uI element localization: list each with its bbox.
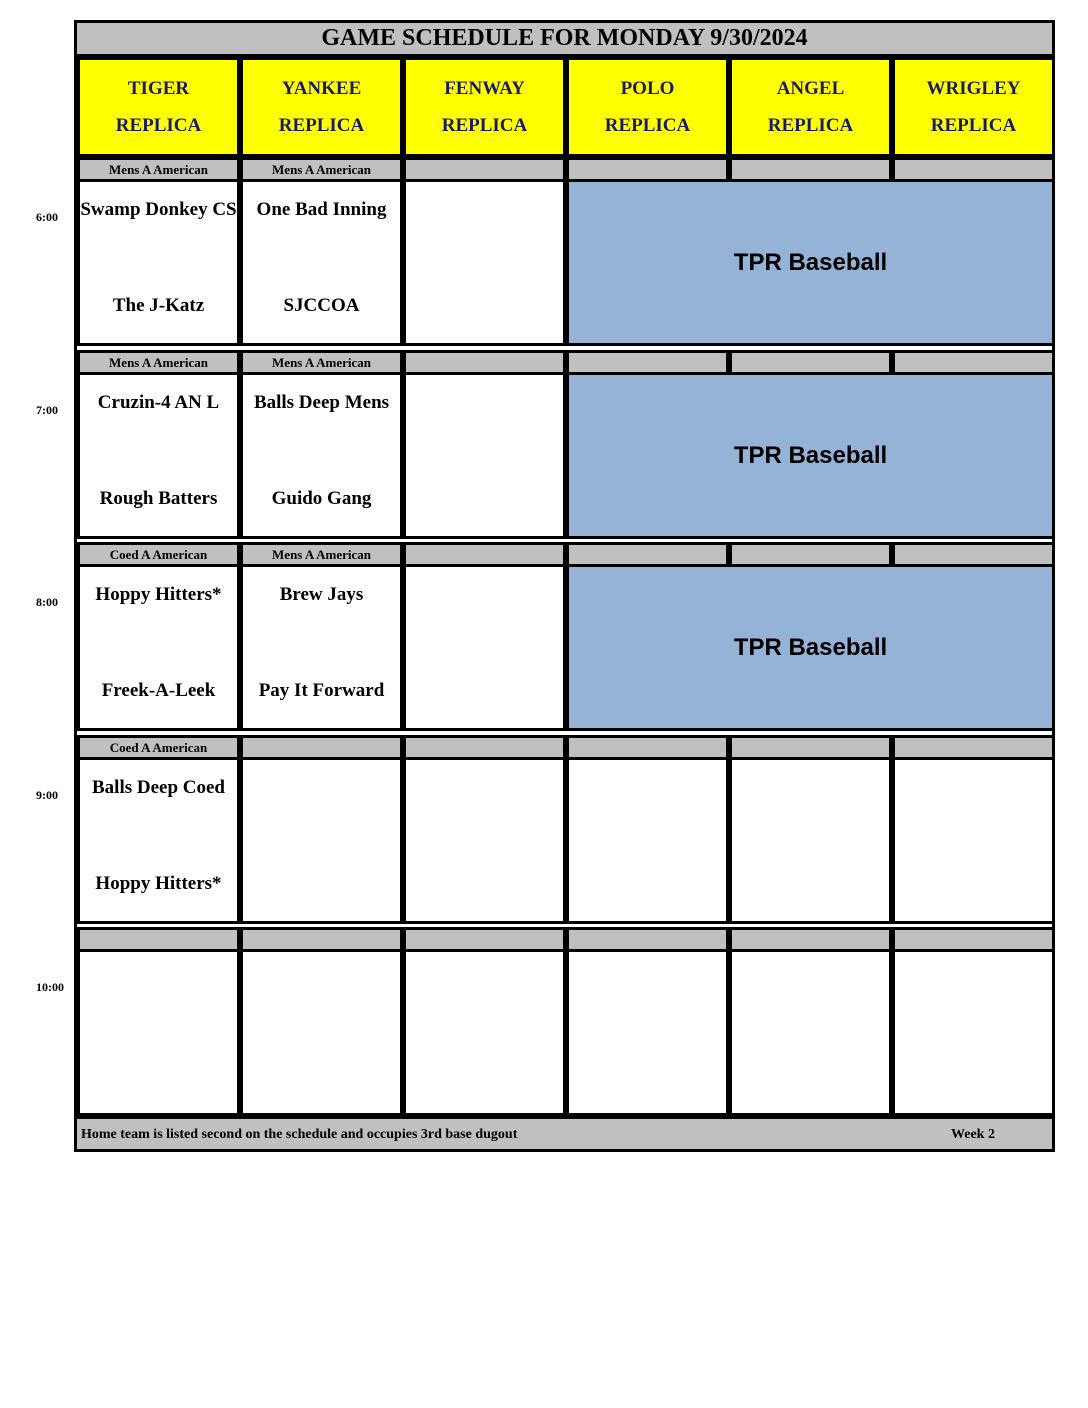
time-label: 7:00 xyxy=(36,403,58,417)
field-header-angel xyxy=(729,57,892,157)
field-name: YANKEE xyxy=(281,78,362,99)
field-name: WRIGLEY xyxy=(926,78,1021,99)
division-label: Mens A American xyxy=(240,350,403,375)
game-cell xyxy=(77,564,240,731)
division-label: Coed A American xyxy=(77,735,240,760)
field-subtitle: REPLICA xyxy=(441,115,528,136)
footer-band xyxy=(77,1116,1052,1149)
home-team: The J-Katz xyxy=(112,295,205,316)
time-label: 8:00 xyxy=(36,595,58,609)
game-cell xyxy=(77,757,240,924)
away-team: Brew Jays xyxy=(279,584,364,605)
home-team: Pay It Forward xyxy=(258,680,385,701)
home-team: Rough Batters xyxy=(99,488,218,509)
game-cell xyxy=(892,757,1055,924)
game-cell xyxy=(403,757,566,924)
schedule-sheet xyxy=(74,20,1055,1152)
time-label: 10:00 xyxy=(36,980,64,994)
game-cell xyxy=(892,949,1055,1116)
game-cell xyxy=(729,757,892,924)
home-team: Guido Gang xyxy=(271,488,372,509)
week-label: Week 2 xyxy=(951,1127,995,1142)
away-team: Balls Deep Coed xyxy=(92,777,225,798)
field-subtitle: REPLICA xyxy=(930,115,1017,136)
tpr-baseball-block: TPR Baseball xyxy=(566,372,1055,539)
field-name: FENWAY xyxy=(444,78,525,99)
tpr-baseball-block: TPR Baseball xyxy=(566,179,1055,346)
field-header-tiger xyxy=(77,57,240,157)
away-team: Swamp Donkey CS xyxy=(80,199,237,220)
game-cell xyxy=(240,949,403,1116)
game-cell xyxy=(77,949,240,1116)
field-header-fenway xyxy=(403,57,566,157)
game-cell xyxy=(240,372,403,539)
game-cell xyxy=(566,757,729,924)
division-label: Mens A American xyxy=(77,157,240,182)
time-label: 6:00 xyxy=(36,210,58,224)
game-cell xyxy=(729,949,892,1116)
home-team: SJCCOA xyxy=(283,295,360,316)
field-subtitle: REPLICA xyxy=(115,115,202,136)
field-header-yankee xyxy=(240,57,403,157)
game-cell xyxy=(403,949,566,1116)
field-name: TIGER xyxy=(127,78,190,99)
footer-note: Home team is listed second on the schedule and occupies 3rd base dugout xyxy=(81,1127,518,1142)
division-label: Mens A American xyxy=(240,542,403,567)
game-cell xyxy=(403,564,566,731)
home-team: Hoppy Hitters* xyxy=(95,873,222,894)
game-cell xyxy=(77,179,240,346)
away-team: Hoppy Hitters* xyxy=(95,584,222,605)
schedule-title: GAME SCHEDULE FOR MONDAY 9/30/2024 xyxy=(77,23,1052,57)
game-cell xyxy=(240,757,403,924)
field-subtitle: REPLICA xyxy=(604,115,691,136)
game-cell xyxy=(240,179,403,346)
division-label: Coed A American xyxy=(77,542,240,567)
field-subtitle: REPLICA xyxy=(278,115,365,136)
field-name: ANGEL xyxy=(776,78,845,99)
field-header-wrigley xyxy=(892,57,1055,157)
time-label: 9:00 xyxy=(36,788,58,802)
game-cell xyxy=(403,179,566,346)
game-cell xyxy=(566,949,729,1116)
field-subtitle: REPLICA xyxy=(767,115,854,136)
tpr-baseball-block: TPR Baseball xyxy=(566,564,1055,731)
field-name: POLO xyxy=(620,78,675,99)
away-team: Balls Deep Mens xyxy=(253,392,390,413)
division-label: Mens A American xyxy=(240,157,403,182)
away-team: Cruzin-4 AN L xyxy=(97,392,220,413)
game-cell xyxy=(77,372,240,539)
game-cell xyxy=(403,372,566,539)
division-label: Mens A American xyxy=(77,350,240,375)
field-header-polo xyxy=(566,57,729,157)
away-team: One Bad Inning xyxy=(256,199,387,220)
home-team: Freek-A-Leek xyxy=(101,680,216,701)
game-cell xyxy=(240,564,403,731)
